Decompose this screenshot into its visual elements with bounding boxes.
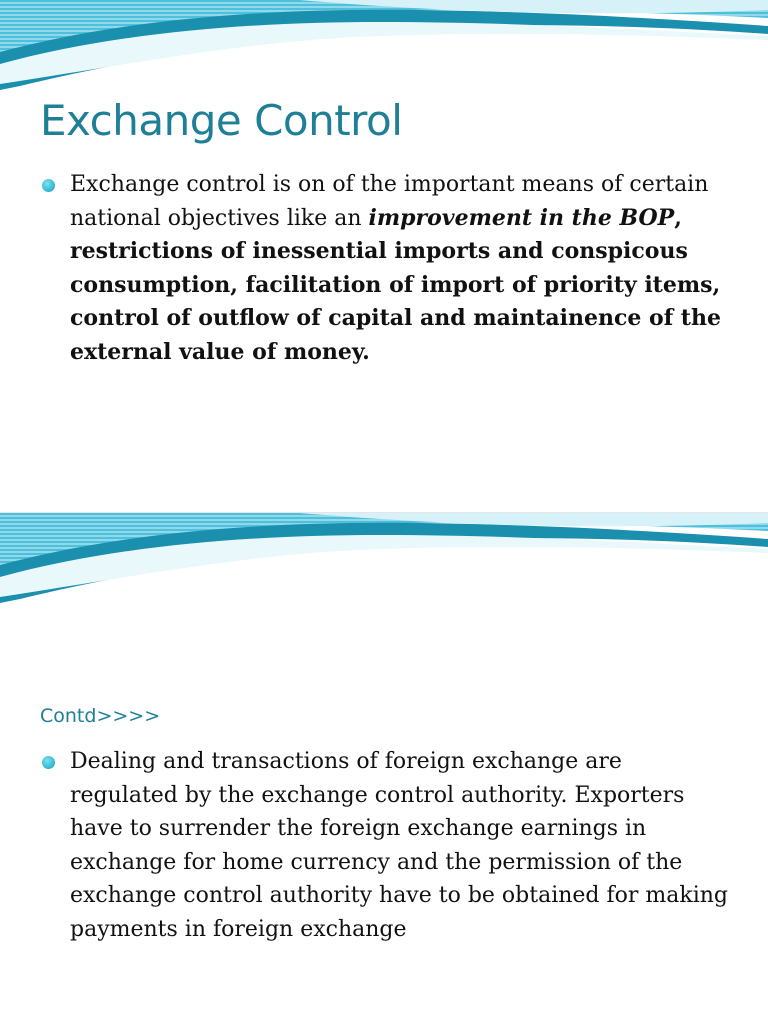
bullet-item: [0, 745, 768, 946]
bullet-dot-icon: [42, 756, 55, 769]
bullet-list: [0, 745, 768, 946]
bullet-text: Dealing and transactions of foreign exchange are regulated by the exchange control authority. Exporters have to surrender the foreign exchange earnings in exchange for home currency and the permission of the exchange control authority have to be obtained for making payments in foreign exchange: [70, 749, 729, 942]
wave-header-icon: [0, 0, 768, 90]
bullet-text-emphasis: improvement in the BOP: [368, 204, 675, 231]
slide-title: Exchange Control: [40, 96, 403, 145]
bullet-text-bold: , restrictions of inessential imports and conspicous consumption, facilitation of import of priority items, control of outflow of capital and maintainence of the external value of money.: [70, 204, 721, 365]
slide-title: Contd>>>>: [40, 705, 161, 727]
bullet-text-normal: Exchange control is on of the important means of certain national objectives like an: [70, 172, 709, 231]
bullet-item: [0, 168, 768, 369]
bullet-list: [0, 168, 768, 369]
bullet-dot-icon: [42, 179, 55, 192]
wave-header-icon: [0, 513, 768, 603]
slide-2: [0, 512, 768, 1024]
